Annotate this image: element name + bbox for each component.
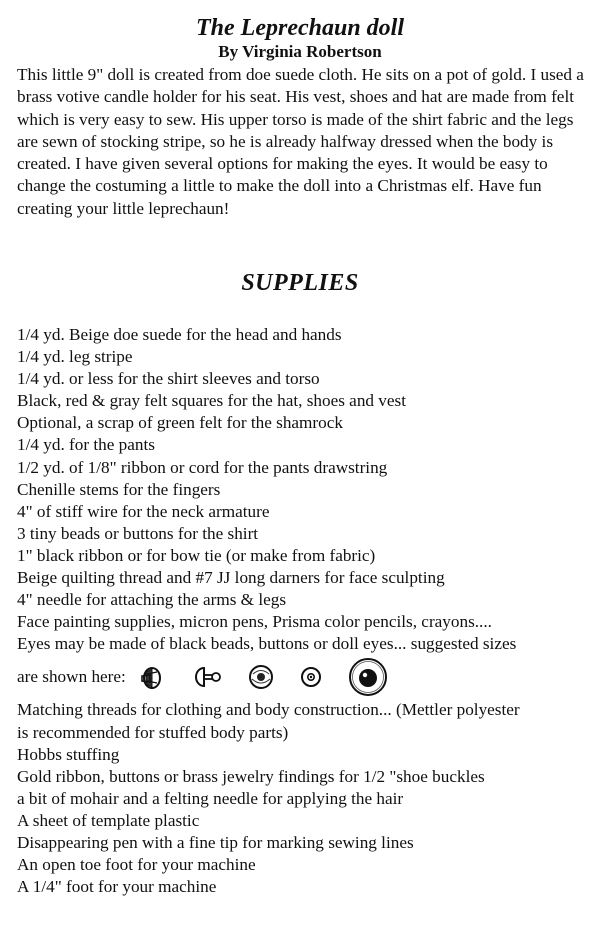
supply-item: Face painting supplies, micron pens, Prisma color pencils, crayons.... bbox=[17, 612, 492, 632]
supply-item: Black, red & gray felt squares for the hat, shoes and vest bbox=[17, 391, 406, 411]
supply-item: Disappearing pen with a fine tip for marking sewing lines bbox=[17, 832, 414, 852]
supply-item: Beige quilting thread and #7 JJ long darners for face sculpting bbox=[17, 568, 445, 588]
supply-item: A 1/4" foot for your machine bbox=[17, 877, 217, 897]
large-doll-eye-icon bbox=[346, 656, 390, 698]
supply-item: 1/4 yd. or less for the shirt sleeves and torso bbox=[17, 369, 320, 389]
supply-item: 1/4 yd. for the pants bbox=[17, 435, 155, 455]
supply-item: Optional, a scrap of green felt for the shamrock bbox=[17, 413, 343, 433]
supply-item: a bit of mohair and a felting needle for applying the hair bbox=[17, 788, 404, 808]
document-title: The Leprechaun doll bbox=[196, 15, 404, 41]
supply-item: 4" of stiff wire for the neck armature bbox=[17, 501, 270, 521]
supply-item: Eyes may be made of black beads, buttons or doll eyes... suggested sizes bbox=[17, 634, 517, 654]
shank-button-profile-icon bbox=[190, 663, 224, 691]
document-author: By Virginia Robertson bbox=[218, 42, 382, 61]
shank-button-side-icon bbox=[138, 663, 168, 691]
small-button-icon bbox=[298, 664, 324, 690]
supplies-heading: SUPPLIES bbox=[241, 270, 359, 296]
supply-item: 1/2 yd. of 1/8" ribbon or cord for the pants drawstring bbox=[17, 457, 388, 477]
supply-item: A sheet of template plastic bbox=[17, 810, 200, 830]
round-bead-icon bbox=[246, 662, 276, 692]
supply-item: 1/4 yd. Beige doe suede for the head and hands bbox=[17, 325, 342, 344]
supply-item: Matching threads for clothing and body construction... (Mettler polyester bbox=[17, 700, 520, 720]
supply-item: Chenille stems for the fingers bbox=[17, 479, 221, 499]
supply-item: 1/4 yd. leg stripe bbox=[17, 347, 133, 367]
supply-item: Hobbs stuffing bbox=[17, 744, 120, 764]
supply-item: An open toe foot for your machine bbox=[17, 855, 256, 875]
supply-item: 1" black ribbon or for bow tie (or make from fabric) bbox=[17, 545, 376, 565]
supplies-list bbox=[17, 324, 592, 898]
eyes-line-lead: are shown here: bbox=[17, 667, 126, 687]
supply-item: is recommended for stuffed body parts) bbox=[17, 722, 289, 742]
supply-item: 4" needle for attaching the arms & legs bbox=[17, 590, 287, 610]
intro-paragraph: This little 9" doll is created from doe suede cloth. He sits on a pot of gold. I used a brass votive candle holder for his seat. His vest, shoes and hat are made from felt which is very easy to sew. His upper torso is made of the shirt fabric and the legs are sewn of stocking stripe, so he is already halfway dressed when the body is created. I have given several options for making the eyes. It would be easy to change the costuming a little to make the doll into a Christmas elf. Have fun creating your little leprechaun! bbox=[17, 65, 584, 218]
supply-item: 3 tiny beads or buttons for the shirt bbox=[17, 523, 259, 543]
supply-item: Gold ribbon, buttons or brass jewelry findings for 1/2 "shoe buckles bbox=[17, 766, 485, 786]
eyes-sizes-row bbox=[17, 655, 592, 699]
